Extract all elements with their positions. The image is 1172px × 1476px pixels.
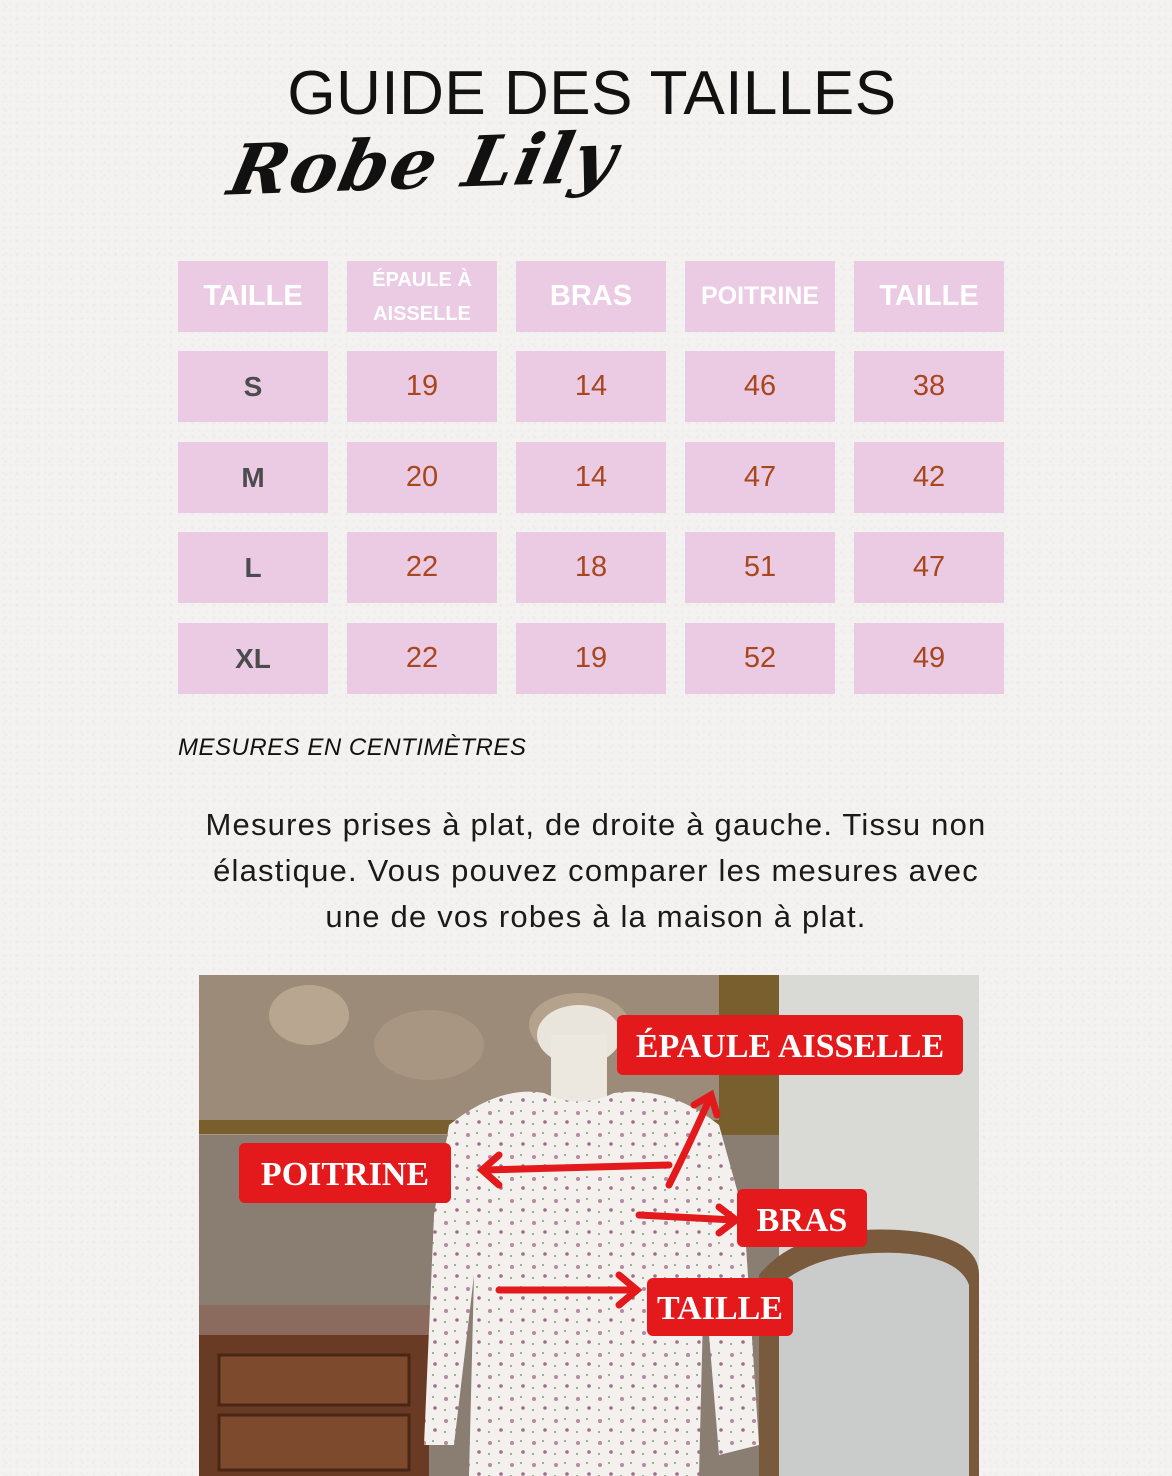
value-cell: 38 [854, 351, 1004, 422]
product-name: Robe Lily [221, 115, 627, 212]
value-cell: 14 [516, 351, 666, 422]
value-cell: 51 [685, 532, 835, 603]
value-cell: 42 [854, 442, 1004, 513]
page-title: GUIDE DES TAILLES [287, 59, 897, 128]
value-cell: 49 [854, 623, 1004, 694]
description-line: élastique. Vous pouvez comparer les mesures avec [213, 853, 979, 888]
header-size: TAILLE [178, 261, 328, 332]
description-line: Mesures prises à plat, de droite à gauche. Tissu non [205, 807, 987, 842]
value-cell: 52 [685, 623, 835, 694]
value-cell: 47 [854, 532, 1004, 603]
value-cell: 22 [347, 532, 497, 603]
value-cell: 47 [685, 442, 835, 513]
shoulder-label: ÉPAULE AISSELLE [635, 1028, 945, 1065]
value-cell: 19 [516, 623, 666, 694]
header-shoulder-line2: AISSELLE [373, 302, 471, 325]
value-cell: 22 [347, 623, 497, 694]
value-cell: 46 [685, 351, 835, 422]
header-chest: POITRINE [685, 261, 835, 332]
size-cell: XL [178, 623, 328, 694]
waist-label: TAILLE [657, 1290, 783, 1327]
arm-label: BRAS [756, 1202, 848, 1239]
measurement-description [0, 802, 1172, 940]
value-cell: 18 [516, 532, 666, 603]
header-arm: BRAS [516, 261, 666, 332]
size-cell: S [178, 351, 328, 422]
header-waist: TAILLE [854, 261, 1004, 332]
units-note: MESURES EN CENTIMÈTRES [178, 734, 527, 761]
size-cell: M [178, 442, 328, 513]
value-cell: 14 [516, 442, 666, 513]
photo-illustration [199, 975, 979, 1476]
value-cell: 20 [347, 442, 497, 513]
header-shoulder-line1: ÉPAULE À [372, 268, 472, 291]
description-line: une de vos robes à la maison à plat. [325, 899, 867, 934]
value-cell: 19 [347, 351, 497, 422]
size-cell: L [178, 532, 328, 603]
header-shoulder [347, 261, 497, 332]
measurement-photo [199, 975, 979, 1476]
chest-label: POITRINE [260, 1156, 430, 1193]
